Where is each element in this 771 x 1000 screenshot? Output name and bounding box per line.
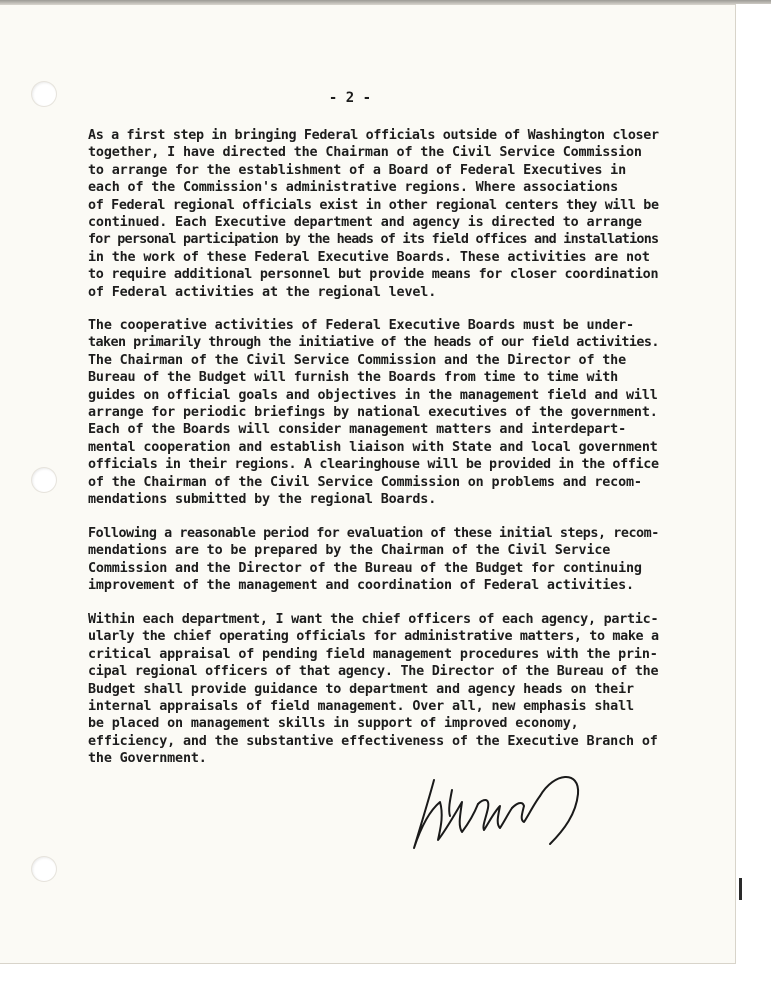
paragraph-line: to require additional personnel but provide means for closer coordination: [88, 267, 659, 283]
page-number: - 2 -: [328, 90, 372, 106]
page-edge-mark: [739, 878, 742, 900]
paragraph-line: internal appraisals of field management. Over all, new emphasis shall: [88, 699, 634, 715]
paragraph-line: Each of the Boards will consider management matters and interdepart-: [88, 422, 627, 438]
paragraph-3: [88, 525, 660, 595]
paragraph-line: critical appraisal of pending field management procedures with the prin-: [88, 646, 658, 662]
paragraph-line: Budget shall provide guidance to department and agency heads on their: [88, 681, 634, 697]
handwritten-signature: [404, 760, 584, 855]
paragraph-line: of Federal regional officials exist in other regional centers they will be: [88, 197, 659, 213]
paragraph-line: Commission and the Director of the Bureau of the Budget for continuing: [88, 560, 642, 576]
paragraph-line: officials in their regions. A clearinghouse will be provided in the office: [88, 457, 659, 473]
paragraph-line: mendations are to be prepared by the Chairman of the Civil Service: [88, 543, 611, 559]
paragraph-line: together, I have directed the Chairman of the Civil Service Commission: [88, 145, 642, 161]
paragraph-2: [88, 317, 660, 508]
paragraph-line: in the work of these Federal Executive Boards. These activities are not: [88, 249, 650, 265]
paragraph-line: As a first step in bringing Federal officials outside of Washington closer: [88, 128, 659, 143]
paragraph-line: The cooperative activities of Federal Executive Boards must be under-: [88, 318, 634, 333]
paragraph-line: mental cooperation and establish liaison with State and local government: [88, 439, 658, 455]
scan-right-margin: [736, 4, 771, 1000]
paragraph-line: of the Chairman of the Civil Service Commission on problems and recom-: [88, 474, 642, 490]
paragraph-line: be placed on management skills in support of improved economy,: [88, 716, 579, 732]
paragraph-line: arrange for periodic briefings by national executives of the government.: [88, 405, 658, 421]
paragraph-line: Within each department, I want the chief officers of each agency, partic-: [88, 612, 659, 627]
paragraph-line: to arrange for the establishment of a Board of Federal Executives in: [88, 162, 627, 178]
paragraph-line: each of the Commission's administrative regions. Where associations: [88, 180, 619, 196]
paragraph-line: The Chairman of the Civil Service Commission and the Director of the: [88, 352, 627, 368]
paragraph-line: cipal regional officers of that agency. The Director of the Bureau of the: [88, 664, 659, 680]
punch-hole-top: [32, 82, 56, 106]
paragraph-line: ularly the chief operating officials for administrative matters, to make a: [88, 629, 659, 645]
paragraph-line: taken primarily through the initiative of the heads of our field activities.: [88, 335, 659, 351]
paragraph-line: for personal participation by the heads of its field offices and installations: [88, 232, 659, 248]
paragraph-line: efficiency, and the substantive effectiveness of the Executive Branch of: [88, 733, 658, 749]
paragraph-line: mendations submitted by the regional Boards.: [88, 492, 437, 508]
paragraph-line: improvement of the management and coordination of Federal activities.: [88, 578, 634, 594]
paragraph-1: [88, 127, 660, 301]
paragraph-4: [88, 611, 660, 768]
punch-hole-bottom: [32, 857, 56, 881]
paragraph-line: continued. Each Executive department and agency is directed to arrange: [88, 215, 642, 231]
punch-hole-middle: [32, 468, 56, 492]
paragraph-line: of Federal activities at the regional level.: [88, 284, 437, 300]
scan-top-edge: [0, 0, 771, 5]
paragraph-line: Following a reasonable period for evaluation of these initial steps, recom-: [88, 526, 659, 541]
paragraph-line: Bureau of the Budget will furnish the Boards from time to time with: [88, 370, 619, 386]
paragraph-line: guides on official goals and objectives in the management field and will: [88, 387, 658, 403]
scan-bottom-margin: [0, 964, 771, 1000]
paragraph-line: the Government.: [88, 751, 207, 767]
